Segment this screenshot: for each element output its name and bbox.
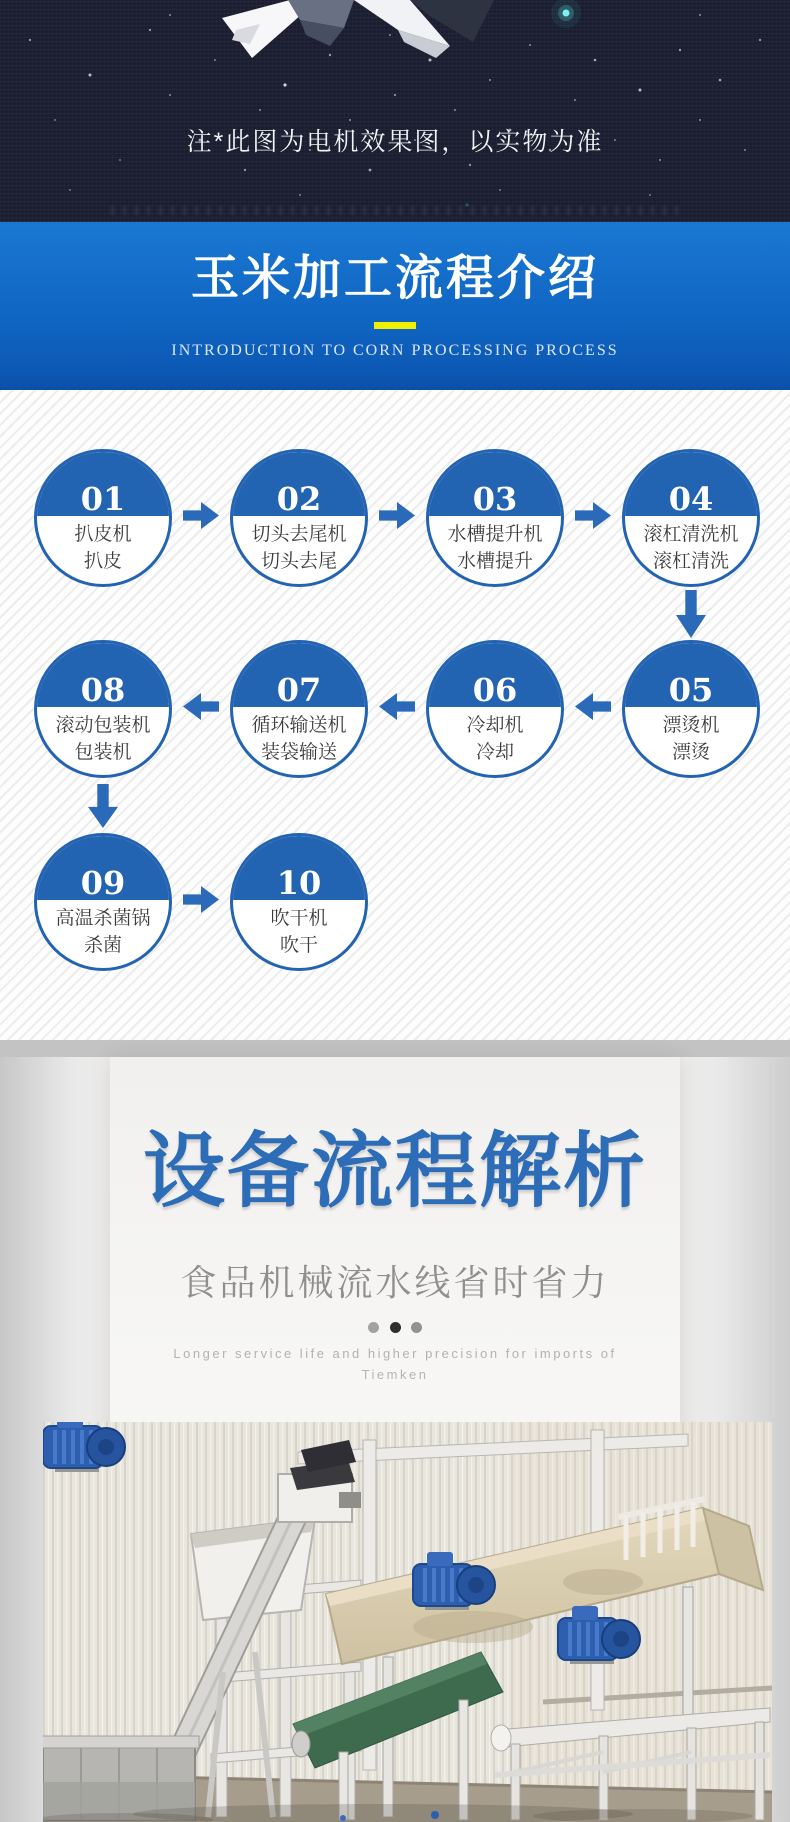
arrow-left-icon [379,693,415,720]
step-circle-03 [426,449,564,587]
arrow-right-icon [379,502,415,529]
carousel-dots [0,1319,790,1337]
step-sublabel: 漂烫 [671,742,710,763]
analysis-section [0,1057,790,1822]
step-label: 滚动包装机 [55,715,151,736]
arrow-right-icon [183,886,219,913]
step-label: 滚杠清洗机 [643,524,739,545]
analysis-caption-line1: Longer service life and higher precision for imports of [173,1346,617,1361]
metal-tank [43,1736,199,1820]
analysis-title: 设备流程解析 [142,1126,647,1217]
step-sublabel: 装袋输送 [260,742,337,763]
arrow-down-icon [676,590,706,638]
section-divider [0,1040,790,1057]
arrow-right-icon [183,502,219,529]
equipment-photo [43,1422,772,1822]
glowing-star-icon [551,0,581,28]
step-sublabel: 包装机 [74,742,132,763]
step-circle-10 [230,833,368,971]
blue-gear-motor [43,1422,125,1472]
step-label: 扒皮机 [74,524,132,545]
carousel-dot[interactable] [411,1322,422,1333]
analysis-caption-line2: Tiemken [361,1367,429,1382]
step-number-badge: 03 [429,452,561,516]
step-circle-06 [426,640,564,778]
carousel-dot-active[interactable] [390,1322,401,1333]
step-sublabel: 扒皮 [83,551,122,572]
banner-title: 玉米加工流程介绍 [190,252,599,305]
step-label: 吹干机 [270,908,328,929]
step-number-badge: 05 [625,643,757,707]
step-number-badge: 01 [37,452,169,516]
step-label: 水槽提升机 [447,524,543,545]
step-sublabel: 滚杠清洗 [652,551,729,572]
step-number-badge: 06 [429,643,561,707]
step-number-badge: 04 [625,452,757,516]
step-label: 高温杀菌锅 [55,908,151,929]
arrow-left-icon [183,693,219,720]
step-label: 循环输送机 [251,715,347,736]
step-circle-01 [34,449,172,587]
hero-note: 注*此图为电机效果图，以实物为准 [186,128,604,156]
step-number-badge: 09 [37,836,169,900]
step-number-badge: 10 [233,836,365,900]
step-label: 切头去尾机 [251,524,347,545]
step-circle-09 [34,833,172,971]
process-flow-section [0,390,790,1040]
arrow-left-icon [575,693,611,720]
step-sublabel: 杀菌 [83,935,122,956]
stars [29,14,761,207]
banner-subtitle: INTRODUCTION TO CORN PROCESSING PROCESS [171,341,619,359]
rocket-bottom-illustration [222,0,494,58]
hero-section [0,0,790,222]
step-label: 漂烫机 [662,715,720,736]
machinery-scene [43,1422,772,1822]
analysis-subtitle: 食品机械流水线省时省力 [180,1262,610,1303]
step-circle-02 [230,449,368,587]
step-label: 冷却机 [466,715,524,736]
step-circle-05 [622,640,760,778]
step-circle-08 [34,640,172,778]
step-number-badge: 07 [233,643,365,707]
step-number-badge: 02 [233,452,365,516]
carousel-dot[interactable] [368,1322,379,1333]
step-sublabel: 水槽提升 [456,551,533,572]
rocket-stars-illustration [0,0,790,222]
watermark-strip [110,206,680,215]
step-number-badge: 08 [37,643,169,707]
intro-banner [0,222,790,390]
step-circle-07 [230,640,368,778]
step-sublabel: 吹干 [279,935,318,956]
arrow-down-icon [88,784,118,828]
step-circle-04 [622,449,760,587]
step-sublabel: 冷却 [475,742,514,763]
step-sublabel: 切头去尾 [260,551,337,572]
title-underline-accent [374,322,416,329]
arrow-right-icon [575,502,611,529]
